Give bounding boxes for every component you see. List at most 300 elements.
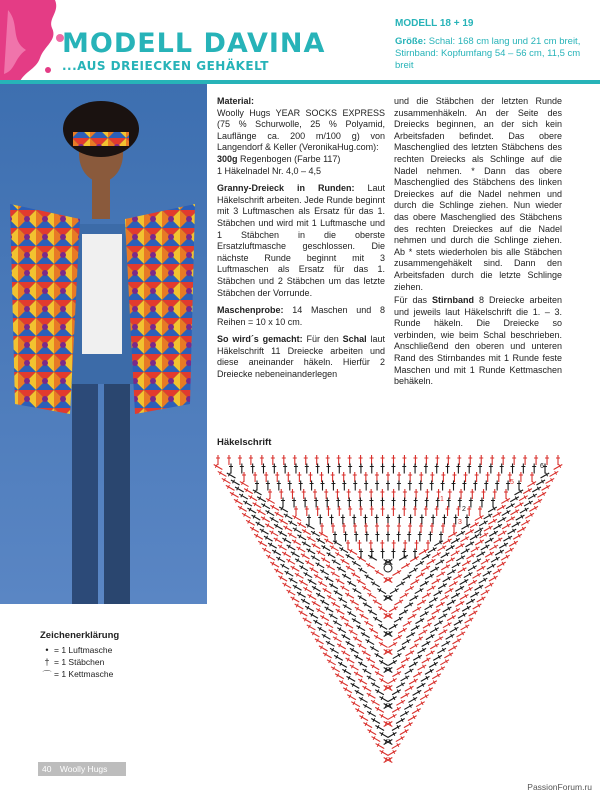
stitch-symbol	[426, 540, 430, 550]
stitch-symbol	[367, 554, 378, 562]
stitch-symbol	[519, 506, 530, 514]
stitch-symbol	[246, 506, 257, 514]
stitch-symbol	[414, 617, 425, 625]
stitch-symbol	[378, 695, 389, 703]
stitch-symbol	[366, 728, 377, 736]
stitch-symbol	[318, 644, 329, 652]
stitch-symbol	[467, 579, 478, 587]
stitch-symbol	[413, 635, 424, 643]
stitch-symbol	[400, 692, 411, 700]
stitch-symbol	[346, 540, 350, 550]
stitch-symbol	[446, 614, 457, 622]
stitch-symbol	[507, 527, 518, 535]
stitch-symbol	[421, 640, 432, 648]
stitch-symbol	[383, 612, 394, 620]
stitch-symbol	[492, 523, 503, 531]
stitch-symbol	[412, 689, 423, 697]
stitch-symbol	[296, 533, 307, 541]
stitch-symbol	[307, 515, 311, 525]
stitch-symbol	[346, 693, 357, 701]
stitch-symbol	[288, 576, 299, 584]
stitch-symbol	[283, 512, 294, 520]
stitch-symbol	[296, 521, 307, 529]
stitch-symbol	[342, 481, 346, 491]
stitch-symbol	[522, 487, 533, 495]
stitch-symbol	[383, 684, 394, 692]
stitch-symbol	[281, 536, 292, 544]
stitch-symbol	[418, 628, 429, 636]
stitch-symbol	[484, 536, 495, 544]
stitch-symbol	[438, 628, 449, 636]
stitch-symbol	[528, 505, 539, 513]
stitch-symbol	[402, 573, 413, 581]
stitch-symbol	[370, 663, 381, 671]
stitch-symbol	[328, 582, 339, 590]
stitch-symbol	[374, 670, 385, 678]
stitch-symbol	[388, 623, 399, 631]
stitch-symbol	[438, 612, 449, 620]
stitch-symbol	[265, 509, 276, 517]
stitch-symbol	[277, 574, 288, 582]
stitch-symbol	[359, 464, 363, 474]
stitch-symbol	[370, 506, 374, 516]
stitch-symbol	[420, 564, 431, 572]
stitch-symbol	[348, 628, 359, 636]
stitch-symbol	[350, 700, 361, 708]
stitch-symbol	[333, 532, 337, 542]
stitch-symbol	[460, 547, 471, 555]
yarn-text: Regenbogen (Farbe 117)	[240, 153, 341, 164]
stitch-symbol	[330, 601, 341, 609]
stitch-symbol	[324, 605, 335, 613]
stitch-symbol	[346, 675, 357, 683]
stitch-symbol	[346, 610, 357, 618]
stitch-symbol	[391, 569, 402, 577]
legend-row	[40, 656, 119, 668]
stitch-symbol	[502, 534, 513, 542]
stitch-symbol	[370, 681, 381, 689]
stitch-symbol	[433, 589, 444, 597]
stitch-symbol	[419, 693, 430, 701]
stitch-symbol	[424, 573, 435, 581]
stitch-symbol	[433, 619, 444, 627]
stitch-symbol	[381, 549, 385, 559]
stitch-symbol	[387, 641, 398, 649]
stitch-symbol	[383, 720, 394, 728]
stitch-symbol	[353, 481, 357, 491]
crochet-chart	[210, 448, 600, 768]
stitch-symbol	[402, 620, 413, 628]
stitch-symbol	[302, 586, 313, 594]
stitch-symbol	[358, 714, 369, 722]
stitch-symbol	[404, 667, 415, 675]
stitch-symbol	[383, 576, 394, 584]
stitch-symbol	[292, 526, 303, 534]
stitch-symbol	[511, 520, 522, 528]
stitch-symbol	[395, 681, 406, 689]
stitch-symbol	[432, 654, 443, 662]
stitch-symbol	[460, 522, 471, 530]
stitch-symbol	[455, 554, 466, 562]
stitch-symbol	[464, 528, 475, 536]
stitch-symbol	[333, 654, 344, 662]
stitch-symbol	[474, 538, 485, 546]
stitch-symbol	[348, 464, 352, 474]
stitch-symbol	[488, 574, 499, 582]
stitch-symbol	[282, 581, 293, 589]
stitch-symbol	[410, 578, 421, 586]
stitch-symbol	[421, 656, 432, 664]
stitch-symbol	[423, 686, 434, 694]
stitch-symbol	[337, 596, 348, 604]
stitch-symbol	[414, 560, 425, 568]
stitch-symbol	[242, 472, 246, 482]
stitch-symbol	[440, 563, 451, 571]
stitch-symbol	[377, 605, 388, 613]
stitch-symbol	[355, 624, 366, 632]
stitch-symbol	[437, 544, 448, 552]
stitch-symbol	[395, 735, 406, 743]
stitch-symbol	[425, 498, 429, 508]
chain-stitch-icon: •	[45, 645, 49, 655]
stitch-symbol	[399, 728, 410, 736]
stitch-symbol	[453, 619, 464, 627]
granny-text: Laut Häkelschrift arbeiten. Jede Runde beginnt mit 3 Luftmaschen als Ersatz für das 1. Stäbchen und wird mit 1 Luftmasche und 1 Stäbchen in die oberste Ersatzluftmasche geschlossen. Die nächste Runde beginnt mit 3 Luftmaschen als Ersatz für das 1. Stäbchen und 2 Stäbchen um das letzte Stäbchen der Vorrunde.	[217, 183, 385, 298]
stitch-symbol	[426, 584, 437, 592]
stitch-symbol	[400, 656, 411, 664]
stitch-symbol	[301, 540, 312, 548]
stitch-symbol	[404, 649, 415, 657]
legend	[40, 630, 119, 680]
stitch-symbol	[305, 547, 316, 555]
round-number: 2	[462, 506, 466, 513]
stitch-symbol	[439, 532, 443, 542]
stitch-symbol	[311, 600, 322, 608]
stitch-symbol	[396, 645, 407, 653]
stitch-symbol	[450, 607, 461, 615]
stitch-symbol	[391, 688, 402, 696]
stitch-symbol	[294, 602, 305, 610]
stitch-symbol	[389, 587, 400, 595]
stitch-symbol	[483, 524, 494, 532]
stitch-symbol	[386, 532, 390, 542]
stitch-symbol	[368, 627, 379, 635]
stitch-symbol	[419, 580, 430, 588]
stitch-symbol	[545, 477, 556, 485]
stitch-symbol	[512, 533, 523, 541]
stitch-symbol	[439, 658, 450, 666]
stitch-symbol	[353, 654, 364, 662]
stitch-symbol	[397, 481, 401, 491]
stitch-symbol	[415, 571, 426, 579]
stitch-symbol	[404, 684, 415, 692]
stitch-symbol	[364, 481, 368, 491]
stitch-symbol	[516, 526, 527, 534]
stitch-symbol	[480, 557, 491, 565]
stitch-symbol	[267, 541, 278, 549]
stitch-symbol	[478, 519, 489, 527]
stirnband-text-a: Für das	[394, 295, 427, 306]
stitch-symbol	[332, 539, 343, 547]
stitch-symbol	[464, 540, 475, 548]
stitch-symbol	[383, 558, 394, 566]
stitch-symbol	[256, 495, 267, 503]
stitch-symbol	[318, 531, 329, 539]
stitch-symbol	[403, 721, 414, 729]
stitch-symbol	[455, 530, 466, 538]
round-number: 3	[458, 519, 462, 526]
stitch-symbol	[375, 532, 379, 542]
stitch-symbol	[300, 552, 311, 560]
stitch-symbol	[251, 513, 262, 521]
stitch-symbol	[261, 546, 272, 554]
stitch-symbol	[470, 545, 481, 553]
stitch-symbol	[273, 523, 284, 531]
stitch-symbol	[387, 713, 398, 721]
stitch-symbol	[471, 557, 482, 565]
gauge-paragraph	[217, 305, 385, 328]
stitch-symbol	[335, 608, 346, 616]
stitch-symbol	[514, 501, 525, 509]
stitch-symbol	[337, 464, 341, 474]
stitch-symbol	[331, 472, 335, 482]
stitch-symbol	[387, 731, 398, 739]
stitch-symbol	[403, 703, 414, 711]
stitch-symbol	[464, 616, 475, 624]
stitch-symbol	[341, 573, 352, 581]
stitch-symbol	[524, 512, 535, 520]
stitch-symbol	[482, 569, 493, 577]
stitch-symbol	[379, 731, 390, 739]
stitch-symbol	[474, 514, 485, 522]
stitch-symbol	[378, 659, 389, 667]
stitch-symbol	[435, 558, 446, 566]
stitch-symbol	[387, 677, 398, 685]
stitch-symbol	[356, 578, 367, 586]
stitch-symbol	[431, 672, 442, 680]
stitch-symbol	[436, 647, 447, 655]
stitch-symbol	[374, 706, 385, 714]
stitch-symbol	[334, 672, 345, 680]
stitch-symbol	[225, 484, 236, 492]
stitch-symbol	[400, 674, 411, 682]
stitch-symbol	[277, 543, 288, 551]
stitch-symbol	[451, 637, 462, 645]
stitch-symbol	[540, 484, 551, 492]
stitch-symbol	[320, 544, 331, 552]
stitch-symbol	[260, 515, 271, 523]
stitch-symbol	[461, 559, 472, 567]
legend-title: Zeichenerklärung	[40, 630, 120, 641]
round-number: 6	[540, 463, 544, 470]
stitch-symbol	[457, 612, 468, 620]
stitch-symbol	[374, 688, 385, 696]
stitch-symbol	[366, 674, 377, 682]
stitch-symbol	[286, 543, 297, 551]
stitch-symbol	[433, 635, 444, 643]
stitch-symbol	[336, 565, 347, 573]
stitch-symbol	[391, 506, 395, 516]
size-label: Größe:	[395, 36, 427, 47]
stitch-symbol	[545, 455, 549, 465]
stitch-symbol	[357, 566, 368, 574]
stitch-symbol	[523, 499, 534, 507]
stitch-symbol	[332, 635, 343, 643]
stitch-symbol	[409, 642, 420, 650]
stitch-symbol	[357, 594, 368, 602]
stitch-symbol	[291, 514, 302, 522]
stirnband-paragraph	[394, 295, 562, 388]
stitch-symbol	[354, 707, 365, 715]
stitch-symbol	[294, 557, 305, 565]
stitch-symbol	[344, 591, 355, 599]
stitch-symbol	[433, 539, 444, 547]
stitch-symbol	[338, 546, 349, 554]
stitch-symbol	[501, 509, 512, 517]
stitch-symbol	[504, 546, 515, 554]
stitch-symbol	[307, 593, 318, 601]
stitch-symbol	[497, 516, 508, 524]
stitch-symbol	[493, 536, 504, 544]
stitch-symbol	[379, 749, 390, 757]
stitch-symbol	[284, 569, 295, 577]
stitch-symbol	[290, 565, 301, 573]
stitch-symbol	[401, 638, 412, 646]
stitch-symbol	[446, 464, 450, 474]
stitch-symbol	[428, 661, 439, 669]
stitch-symbol	[428, 596, 439, 604]
slip-stitch-icon: ⌒	[42, 669, 52, 680]
stitch-symbol	[315, 537, 326, 545]
stitch-symbol	[217, 470, 228, 478]
stitch-symbol	[399, 591, 410, 599]
stitch-symbol	[292, 583, 303, 591]
stitch-symbol	[308, 612, 319, 620]
stitch-symbol	[395, 699, 406, 707]
stitch-symbol	[490, 555, 501, 563]
stitch-symbol	[233, 498, 244, 506]
round-number: 5	[510, 479, 514, 486]
stitch-symbol	[265, 553, 276, 561]
stitch-symbol	[430, 481, 434, 491]
stitch-symbol	[391, 724, 402, 732]
stitch-symbol	[437, 582, 448, 590]
stitch-symbol	[312, 619, 323, 627]
stitch-symbol	[411, 605, 422, 613]
stitch-symbol	[520, 519, 531, 527]
stitch-symbol	[442, 621, 453, 629]
stitch-symbol	[230, 478, 241, 486]
round-number: 1	[440, 496, 444, 503]
stitch-symbol	[268, 529, 279, 537]
stitch-symbol	[469, 521, 480, 529]
stitch-symbol	[468, 609, 479, 617]
stitch-symbol	[337, 455, 341, 465]
stitch-symbol	[416, 663, 427, 671]
material-paragraph	[217, 96, 385, 177]
stitch-symbol	[431, 577, 442, 585]
stitch-symbol	[443, 651, 454, 659]
stitch-symbol	[362, 703, 373, 711]
stitch-symbol	[416, 647, 427, 655]
stitch-symbol	[427, 546, 438, 554]
made-text-b: laut Häkelschrift 11 Dreiecke arbeiten und diese aneinander häkeln. Hierfür 2 Dreiecke nebeneinanderlegen	[217, 334, 385, 380]
stitch-symbol	[269, 516, 280, 524]
stitch-symbol	[398, 554, 409, 562]
stitch-symbol	[341, 668, 352, 676]
stitch-symbol	[484, 581, 495, 589]
stitch-symbol	[532, 498, 543, 506]
stitch-symbol	[402, 464, 406, 474]
stitch-symbol	[241, 512, 252, 520]
stitch-symbol	[336, 642, 347, 650]
stitch-symbol	[343, 621, 354, 629]
stitch-symbol	[279, 562, 290, 570]
stitch-symbol	[305, 522, 316, 530]
stitch-symbol	[282, 524, 293, 532]
stitch-symbol	[370, 580, 381, 588]
stitch-symbol	[426, 614, 437, 622]
stitch-symbol	[391, 706, 402, 714]
stitch-symbol	[465, 552, 476, 560]
stitch-symbol	[397, 627, 408, 635]
stitch-symbol	[365, 638, 376, 646]
stitch-symbol	[356, 555, 367, 563]
stitch-symbol	[238, 492, 249, 500]
stitch-symbol	[386, 481, 390, 491]
stitch-symbol	[376, 587, 387, 595]
stitch-symbol	[263, 534, 274, 542]
stitch-symbol	[328, 612, 339, 620]
stitch-symbol	[421, 553, 432, 561]
stitch-symbol	[381, 464, 385, 474]
stitch-symbol	[391, 549, 395, 559]
stitch-symbol	[510, 508, 521, 516]
stitch-symbol	[296, 545, 307, 553]
stitch-symbol	[242, 499, 253, 507]
stitch-symbol	[298, 609, 309, 617]
stitch-symbol	[285, 557, 296, 565]
stitch-symbol	[405, 631, 416, 639]
stitch-symbol	[530, 472, 534, 482]
stitch-symbol	[383, 594, 394, 602]
stitch-symbol	[366, 692, 377, 700]
stitch-symbol	[245, 519, 256, 527]
stitch-symbol	[319, 614, 330, 622]
stitch-symbol	[333, 589, 344, 597]
stitch-symbol	[501, 522, 512, 530]
stitch-symbol	[346, 580, 357, 588]
stitch-symbol	[515, 513, 526, 521]
stitch-symbol	[440, 640, 451, 648]
stitch-symbol	[416, 598, 427, 606]
stitch-symbol	[340, 558, 351, 566]
stitch-symbol	[315, 607, 326, 615]
stitch-symbol	[410, 624, 421, 632]
stitch-symbol	[302, 616, 313, 624]
stitch-symbol	[465, 598, 476, 606]
stitch-symbol	[345, 564, 356, 572]
stitch-symbol	[345, 656, 356, 664]
stitch-symbol	[359, 613, 370, 621]
stitch-symbol	[325, 563, 336, 571]
stitch-symbol	[460, 623, 471, 631]
stitch-symbol	[383, 648, 394, 656]
stitch-symbol	[476, 565, 487, 573]
stitch-symbol	[407, 696, 418, 704]
stitch-symbol	[452, 573, 463, 581]
stitch-symbol	[496, 560, 507, 568]
